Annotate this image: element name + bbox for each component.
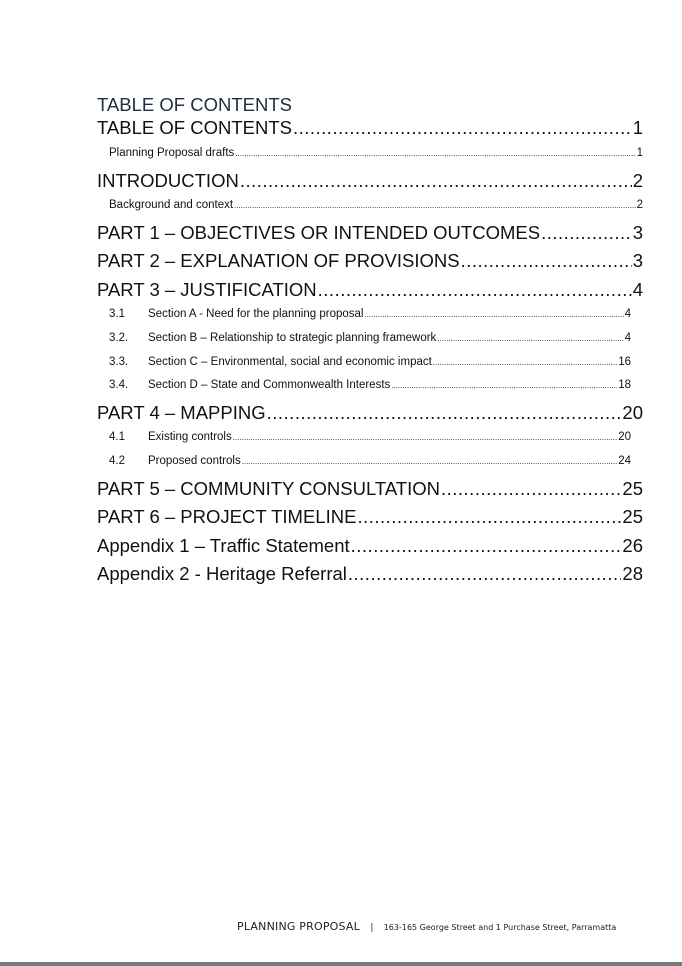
dot-leader — [437, 334, 623, 343]
toc-entry-page: 2 — [632, 170, 643, 191]
toc-entry-page: 16 — [618, 356, 631, 368]
dot-leader — [461, 250, 632, 272]
footer-address: 163-165 George Street and 1 Purchase Street, Parramatta — [383, 923, 617, 932]
dot-leader — [318, 279, 632, 301]
toc-entry-page: 1 — [636, 147, 643, 159]
dot-leader — [441, 478, 621, 500]
dot-leader — [235, 149, 635, 158]
toc-entry-page: 28 — [622, 563, 643, 584]
toc-entry-number: 3.1 — [109, 308, 125, 320]
dot-leader — [240, 170, 632, 192]
toc-entry-page: 25 — [622, 506, 643, 527]
toc-entry[interactable] — [97, 117, 643, 139]
toc-entry[interactable] — [109, 431, 631, 443]
toc-entry-label: Section C – Environmental, social and economic impact — [148, 356, 432, 368]
dot-leader — [234, 201, 636, 210]
toc-entry[interactable] — [109, 455, 631, 467]
dot-leader — [391, 381, 617, 390]
toc-entry[interactable] — [97, 222, 643, 244]
toc-entry[interactable] — [109, 147, 643, 159]
dot-leader — [541, 222, 632, 244]
toc-entry-label: PART 1 – OBJECTIVES OR INTENDED OUTCOMES — [97, 222, 541, 243]
toc-entry-label: Planning Proposal drafts — [109, 147, 235, 159]
toc-entry-page: 3 — [632, 250, 643, 271]
toc-entry-label: PART 2 – EXPLANATION OF PROVISIONS — [97, 250, 460, 271]
toc-entry[interactable] — [97, 279, 643, 301]
toc-entry-label: Section B – Relationship to strategic planning framework — [148, 332, 437, 344]
dot-leader — [233, 433, 617, 442]
page-edge-divider — [0, 962, 682, 966]
toc-entry-page: 3 — [632, 222, 643, 243]
footer-separator: | — [370, 923, 374, 933]
toc-entry-page: 18 — [618, 379, 631, 391]
dot-leader — [433, 358, 617, 367]
toc-entry[interactable] — [97, 402, 643, 424]
toc-entry-page: 4 — [632, 279, 643, 300]
toc-entry-page: 4 — [624, 308, 631, 320]
dot-leader — [351, 535, 622, 557]
toc-entry-label: Appendix 1 – Traffic Statement — [97, 535, 350, 556]
toc-entry-page: 20 — [622, 402, 643, 423]
toc-entry-page: 24 — [618, 455, 631, 467]
dot-leader — [364, 310, 623, 319]
toc-entry-page: 2 — [636, 199, 643, 211]
dot-leader — [242, 457, 618, 466]
toc-entry-page: 4 — [624, 332, 631, 344]
toc-entry-label: PART 3 – JUSTIFICATION — [97, 279, 317, 300]
toc-entry-page: 20 — [618, 431, 631, 443]
footer-title: PLANNING PROPOSAL — [237, 920, 360, 933]
dot-leader — [348, 563, 622, 585]
toc-entry[interactable] — [109, 332, 631, 344]
toc-entry-label: PART 6 – PROJECT TIMELINE — [97, 506, 357, 527]
dot-leader — [357, 506, 621, 528]
dot-leader — [267, 402, 622, 424]
toc-heading: TABLE OF CONTENTS — [97, 94, 292, 115]
toc-entry[interactable] — [97, 478, 643, 500]
toc-entry[interactable] — [97, 250, 643, 272]
toc-entry-number: 3.2. — [109, 332, 129, 344]
toc-entry-page: 26 — [622, 535, 643, 556]
toc-entry-label: INTRODUCTION — [97, 170, 239, 191]
dot-leader — [293, 117, 632, 139]
toc-entry-label: Appendix 2 - Heritage Referral — [97, 563, 347, 584]
toc-entry[interactable] — [109, 199, 643, 211]
toc-entry[interactable] — [97, 563, 643, 585]
page-footer — [237, 920, 616, 933]
toc-entry-label: Section D – State and Commonwealth Interests — [148, 379, 391, 391]
toc-entry-number: 4.2 — [109, 455, 125, 467]
toc-entry-label: Proposed controls — [148, 455, 241, 467]
toc-entry-number: 3.4. — [109, 379, 129, 391]
toc-entry-number: 4.1 — [109, 431, 125, 443]
toc-entry-number: 3.3. — [109, 356, 129, 368]
toc-entry-label: Section A - Need for the planning proposal — [148, 308, 364, 320]
toc-entry-label: Existing controls — [148, 431, 232, 443]
toc-entry-label: Background and context — [109, 199, 234, 211]
toc-entry-page: 25 — [622, 478, 643, 499]
toc-entry[interactable] — [97, 535, 643, 557]
toc-entry[interactable] — [97, 506, 643, 528]
toc-entry-page: 1 — [632, 117, 643, 138]
toc-entry[interactable] — [97, 170, 643, 192]
toc-entry-label: TABLE OF CONTENTS — [97, 117, 292, 138]
toc-entry[interactable] — [109, 308, 631, 320]
toc-entry-label: PART 5 – COMMUNITY CONSULTATION — [97, 478, 440, 499]
toc-entry[interactable] — [109, 379, 631, 391]
toc-entry[interactable] — [109, 356, 631, 368]
toc-entry-label: PART 4 – MAPPING — [97, 402, 266, 423]
